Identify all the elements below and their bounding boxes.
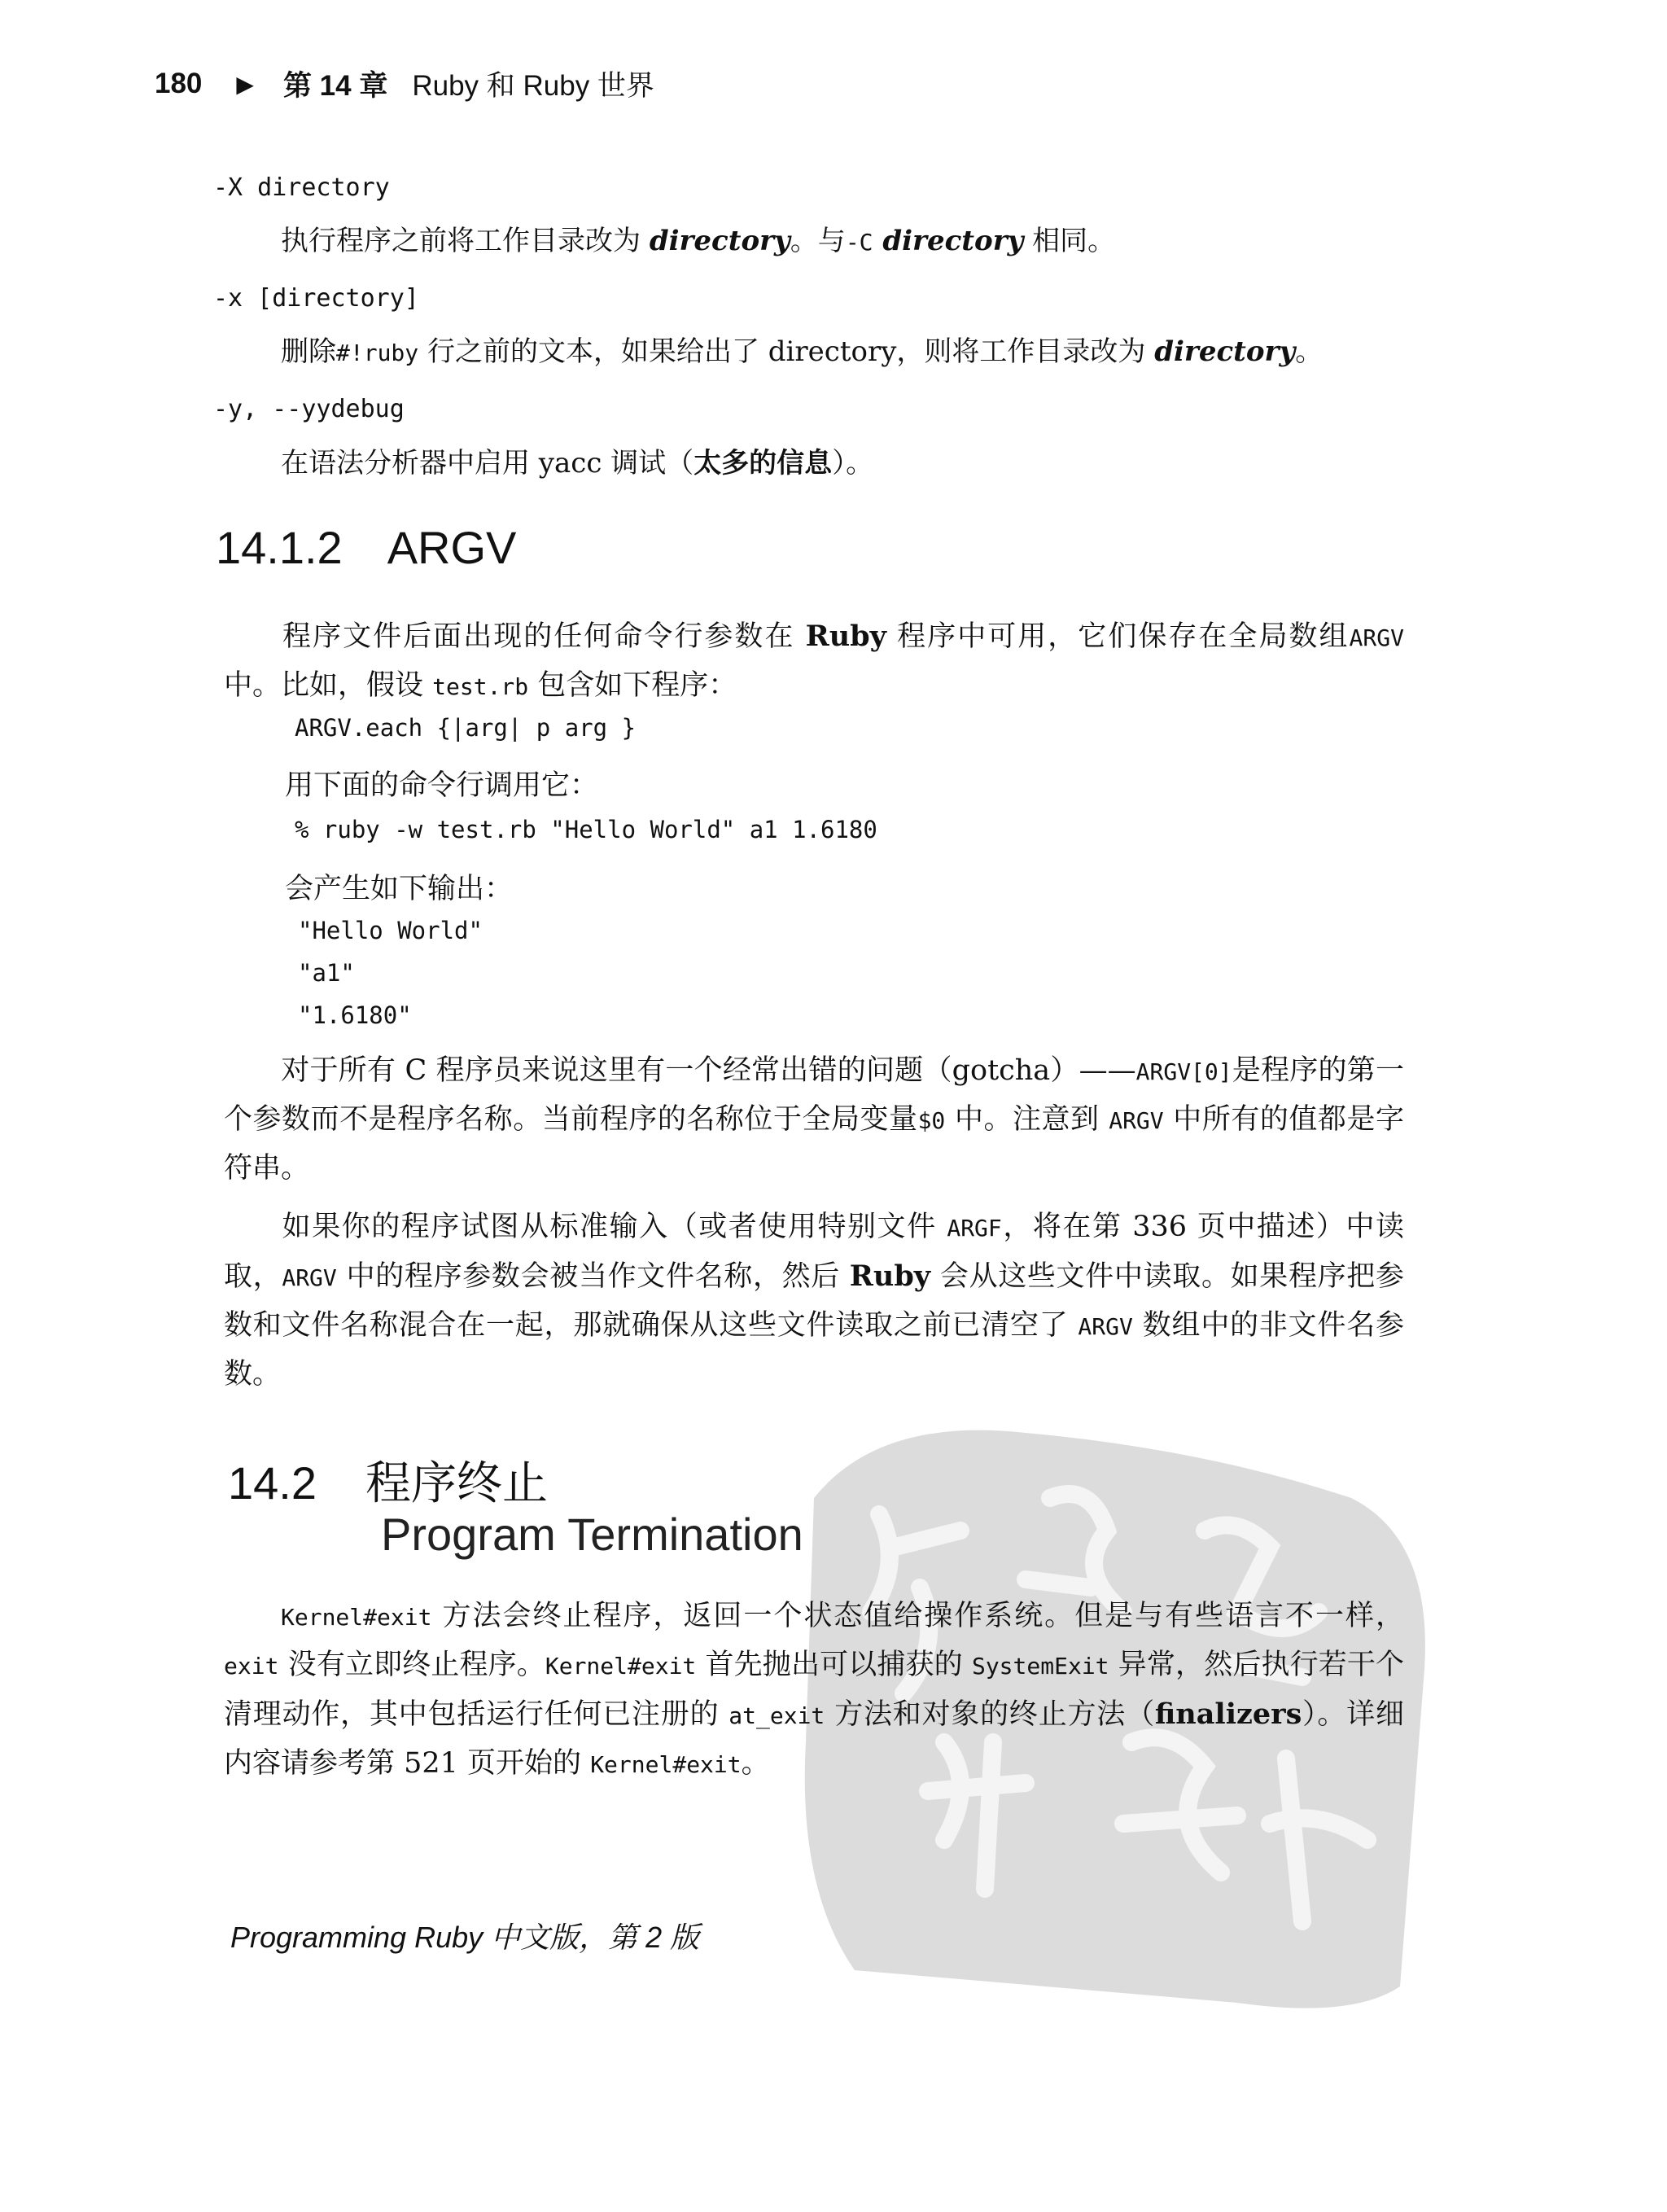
paragraph [224,1047,1404,1193]
text: ）。详细内容请参考第 521 页开始的 [224,1698,1404,1780]
lead-text: 用下面的命令行调用它： [285,769,599,802]
bold-text: Ruby [805,620,886,653]
text: ，将在第 336 页中描述）中读取， [224,1211,1404,1293]
text: 如果你的程序试图从标准输入（或者使用特别文件 [281,1211,947,1243]
inline-code: $0 [917,1107,946,1134]
bold-text: Ruby [849,1259,931,1293]
text: 中的程序参数会被当作文件名称，然后 [336,1260,850,1293]
text: 在语法分析器中启用 yacc 调试（ [281,447,694,480]
output-line: "1.6180" [298,1001,412,1029]
option-term: -X directory [213,173,390,202]
paragraph [224,612,1404,711]
inline-code: ARGV [1109,1107,1164,1134]
text: 。 [741,1747,770,1780]
text: 方法会终止程序，返回一个状态值给操作系统。但是与有些语言不一样， [431,1600,1404,1632]
text: 。与 [790,225,846,257]
inline-code: Kernel#exit [281,1604,432,1631]
code-block: ARGV.each {|arg| p arg } [295,714,637,742]
paragraph [224,1592,1404,1789]
text: 首先抛出可以捕获的 [696,1649,972,1681]
text: 是程序的第一个参数而不是程序名称。当前程序的名称位于全局变量 [224,1054,1404,1136]
section-heading [216,521,516,574]
inline-code: ARGF [947,1215,1002,1242]
text: 中。比如，假设 [224,669,433,702]
section-title: 程序终止 [365,1457,548,1509]
chapter-label: 第 14 章 [282,70,388,102]
inline-code: #!ruby [336,339,419,366]
inline-code: at_exit [728,1702,825,1729]
code-block: % ruby -w test.rb "Hello World" a1 1.6180 [295,816,877,843]
emphasis: directory [649,225,790,257]
section-number: 14.1.2 [216,522,343,573]
inline-code: ARGV [1349,624,1404,651]
inline-code: ARGV [282,1264,337,1291]
inline-code: ARGV [1078,1313,1133,1340]
page-number: 180 [155,68,203,99]
text: 程序中可用，它们保存在全局数组 [886,620,1350,653]
running-header [155,64,654,104]
option-description [281,440,873,480]
emphasis: directory [1154,335,1296,368]
bold-text: 太多的信息 [693,447,833,480]
text: 中所有的值都是字符串。 [224,1103,1404,1185]
inline-code: ARGV[0] [1135,1058,1232,1085]
text: 对于所有 C 程序员来说这里有一个经常出错的问题（gotcha）—— [281,1054,1136,1087]
emphasis: directory [873,225,1024,257]
text: 删除 [281,335,336,368]
text: 异常，然后执行若干个清理动作，其中包括运行任何已注册的 [224,1649,1404,1731]
inline-code: -C [845,229,873,256]
arrow-icon: ▶ [236,71,254,97]
text: 执行程序之前将工作目录改为 [281,225,650,257]
inline-code: test.rb [432,673,529,700]
section-title: ARGV [387,522,517,573]
text: 行之前的文本，如果给出了 directory，则将工作目录改为 [418,335,1155,368]
text: 中。注意到 [945,1103,1109,1136]
lead-text: 会产生如下输出： [285,873,514,905]
chapter-title: Ruby 和 Ruby 世界 [412,70,654,102]
text: 方法和对象的终止方法（ [825,1698,1155,1731]
section-subtitle: Program Termination [381,1509,803,1560]
option-description [281,218,1115,258]
option-description [281,329,1323,369]
output-line: "Hello World" [298,917,483,944]
inline-code: Kernel#exit [590,1751,742,1778]
text: 相同。 [1023,225,1116,257]
text: 没有立即终止程序。 [278,1649,545,1681]
text: 包含如下程序： [528,669,737,702]
inline-code: exit [224,1653,279,1680]
option-term: -y, --yydebug [213,395,405,423]
inline-code: Kernel#exit [545,1653,697,1680]
text: 数组中的非文件名参数。 [224,1309,1404,1391]
text: 程序文件后面出现的任何命令行参数在 [281,620,806,653]
section-heading [228,1448,548,1513]
section-number: 14.2 [228,1457,317,1509]
output-line: "a1" [298,959,355,987]
inline-code: SystemExit [971,1653,1109,1680]
option-term: -x [directory] [213,284,419,313]
paragraph [224,1203,1404,1399]
bold-text: finalizers [1154,1697,1302,1731]
page-footer: Programming Ruby 中文版，第 2 版 [230,1921,700,1954]
text: 。 [1295,335,1324,368]
text: ）。 [832,447,874,480]
text: 会从这些文件中读取。如果程序把参数和文件名称混合在一起，那就确保从这些文件读取之前已清空了 [224,1260,1404,1342]
